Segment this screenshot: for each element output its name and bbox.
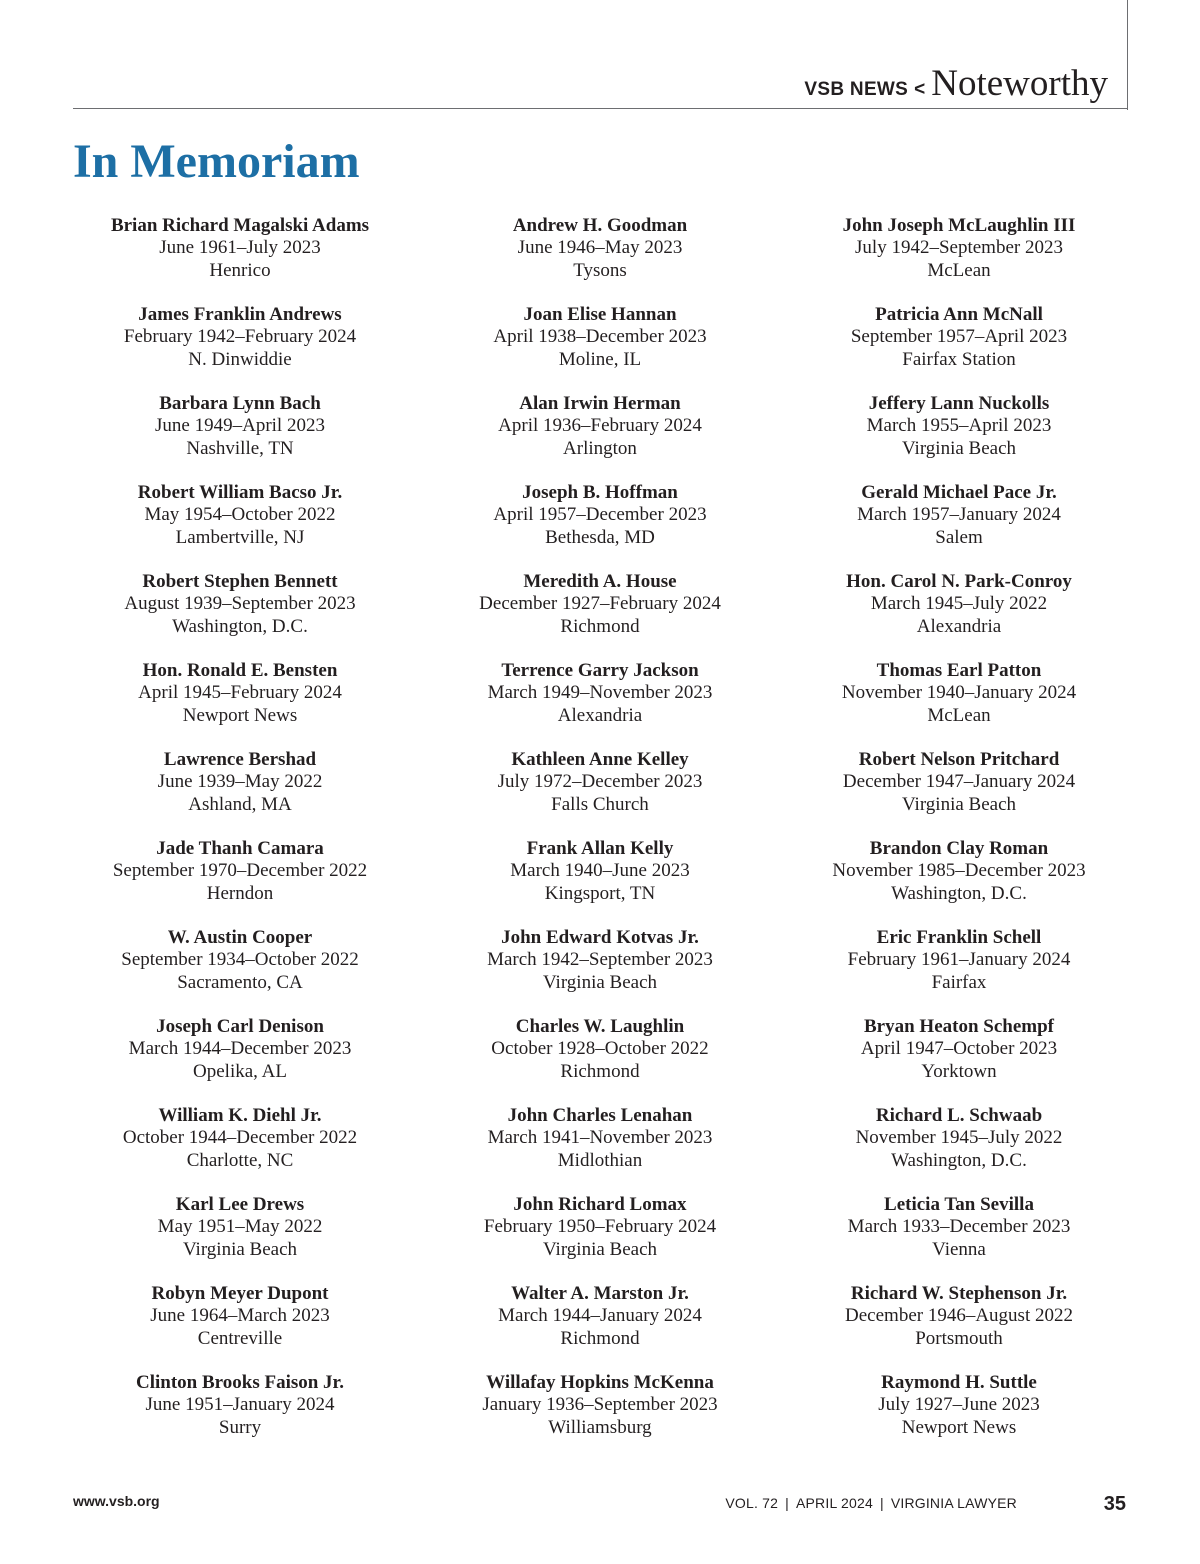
memorial-place: Vienna [932,1238,986,1260]
memorial-dates: February 1950–February 2024 [483,1216,717,1238]
memorial-entry [789,1105,1129,1194]
memorial-place: Lambertville, NJ [175,526,305,548]
memorial-dates: February 1961–January 2024 [847,949,1071,971]
memorial-dates: March 1955–April 2023 [866,415,1052,437]
memorial-name: Bryan Heaton Schempf [864,1016,1054,1037]
memorial-entry [430,482,770,571]
memorial-dates: March 1933–December 2023 [847,1216,1071,1238]
memorial-dates: March 1949–November 2023 [487,682,713,704]
memorial-dates: December 1947–January 2024 [842,771,1076,793]
memorial-place: Alexandria [916,615,1002,637]
memorial-name: Hon. Ronald E. Bensten [142,660,338,681]
memorial-name: Frank Allan Kelly [526,838,674,859]
memorial-entry [789,215,1129,304]
memorial-name: W. Austin Cooper [167,927,313,948]
memorial-entry [789,749,1129,838]
memorial-dates: March 1944–December 2023 [128,1038,352,1060]
footer-issue-info [725,1495,1017,1511]
memorial-place: Midlothian [557,1149,643,1171]
memorial-name: Lawrence Bershad [163,749,317,770]
memorial-name: John Joseph McLaughlin III [842,215,1076,236]
memorial-place: Tysons [573,259,627,281]
memorial-name: Willafay Hopkins McKenna [486,1372,714,1393]
memorial-entry [430,393,770,482]
memorial-name: Kathleen Anne Kelley [511,749,689,770]
memorial-entry [70,749,410,838]
memorial-dates: August 1939–September 2023 [124,593,356,615]
memorial-place: Bethesda, MD [545,526,655,548]
memorial-name: John Charles Lenahan [507,1105,693,1126]
memorial-entry [430,749,770,838]
memorial-place: Washington, D.C. [891,1149,1027,1171]
memorial-entry [430,1372,770,1461]
memorial-place: Virginia Beach [901,437,1017,459]
memorial-name: Robert Nelson Pritchard [858,749,1060,770]
memorial-place: Washington, D.C. [172,615,308,637]
page-number: 35 [1103,1493,1126,1515]
memorial-place: Newport News [901,1416,1017,1438]
memorial-place: Kingsport, TN [544,882,656,904]
memorial-place: Virginia Beach [182,1238,298,1260]
memorial-place: Nashville, TN [186,437,294,459]
footer-divider: | [879,1495,884,1511]
memorial-entry [430,1016,770,1105]
memorial-entry [789,838,1129,927]
running-header [804,62,1108,105]
memorial-dates: December 1927–February 2024 [479,593,721,615]
memorial-entry [430,1105,770,1194]
memorial-place: Falls Church [551,793,649,815]
memorial-name: William K. Diehl Jr. [158,1105,322,1126]
memorial-entry [430,215,770,304]
memorial-dates: January 1936–September 2023 [482,1394,718,1416]
memorial-entry [789,1283,1129,1372]
memorial-place: Charlotte, NC [186,1149,294,1171]
memorial-place: Centreville [197,1327,283,1349]
memorial-entry [430,571,770,660]
memorial-place: Fairfax [931,971,987,993]
memorial-dates: May 1951–May 2022 [157,1216,323,1238]
memorial-place: Virginia Beach [542,1238,658,1260]
memorial-place: Arlington [563,437,637,459]
memorial-name: Alan Irwin Herman [519,393,681,414]
memorial-name: Thomas Earl Patton [876,660,1042,681]
memorial-dates: March 1945–July 2022 [870,593,1048,615]
memorial-entry [789,393,1129,482]
memorial-dates: September 1934–October 2022 [121,949,359,971]
page-title: In Memoriam [73,135,360,188]
memorial-dates: July 1972–December 2023 [497,771,703,793]
memorial-dates: March 1942–September 2023 [487,949,713,971]
memorial-entry [789,1372,1129,1461]
memorial-name: Barbara Lynn Bach [159,393,321,414]
memorial-entry [70,1372,410,1461]
memorial-column-3 [789,215,1129,1461]
memorial-place: Henrico [209,259,271,281]
memorial-dates: June 1949–April 2023 [155,415,325,437]
memorial-dates: June 1946–May 2023 [517,237,683,259]
memorial-dates: September 1957–April 2023 [850,326,1068,348]
memorial-entry [789,1194,1129,1283]
memorial-dates: October 1928–October 2022 [491,1038,709,1060]
memorial-entry [430,304,770,393]
memorial-place: Moline, IL [558,348,642,370]
memorial-place: Alexandria [557,704,643,726]
memorial-place: Newport News [182,704,298,726]
header-horizontal-rule [73,108,1128,109]
memorial-dates: July 1927–June 2023 [878,1394,1040,1416]
memorial-dates: April 1938–December 2023 [493,326,707,348]
memorial-place: N. Dinwiddie [188,348,292,370]
memorial-place: Surry [218,1416,262,1438]
memorial-entry [430,1283,770,1372]
memorial-dates: February 1942–February 2024 [123,326,357,348]
memorial-place: Williamsburg [548,1416,652,1438]
memorial-name: Terrence Garry Jackson [501,660,699,681]
memorial-name: Richard W. Stephenson Jr. [850,1283,1068,1304]
footer-url: www.vsb.org [73,1493,160,1509]
memorial-name: Brandon Clay Roman [869,838,1049,859]
memorial-place: Richmond [560,1327,640,1349]
memorial-place: Virginia Beach [901,793,1017,815]
memorial-column-1 [70,215,410,1461]
memorial-name: Walter A. Marston Jr. [511,1283,689,1304]
memorial-entry [430,838,770,927]
header-separator: < [914,79,926,100]
memorial-dates: March 1940–June 2023 [510,860,690,882]
memorial-name: Clinton Brooks Faison Jr. [136,1372,344,1393]
memorial-entry [70,571,410,660]
memorial-dates: April 1936–February 2024 [498,415,702,437]
memorial-entry [789,482,1129,571]
memorial-name: Joseph Carl Denison [156,1016,324,1037]
memorial-dates: March 1944–January 2024 [498,1305,702,1327]
memorial-name: Raymond H. Suttle [881,1372,1037,1393]
memorial-place: Herndon [206,882,274,904]
memorial-name: Leticia Tan Sevilla [884,1194,1034,1215]
header-section: VSB NEWS [804,79,909,100]
memorial-entry [430,1194,770,1283]
memorial-dates: June 1961–July 2023 [159,237,321,259]
memorial-place: Virginia Beach [542,971,658,993]
memorial-entry [70,215,410,304]
memorial-dates: March 1941–November 2023 [487,1127,713,1149]
memorial-name: Karl Lee Drews [175,1194,305,1215]
memorial-dates: November 1985–December 2023 [832,860,1086,882]
memorial-dates: June 1951–January 2024 [145,1394,335,1416]
memorial-dates: May 1954–October 2022 [144,504,336,526]
memorial-name: Robert Stephen Bennett [142,571,338,592]
memorial-name: Charles W. Laughlin [515,1016,685,1037]
memorial-entry [789,660,1129,749]
memorial-name: Robert William Bacso Jr. [137,482,343,503]
memorial-name: Richard L. Schwaab [875,1105,1043,1126]
memorial-dates: March 1957–January 2024 [857,504,1061,526]
memorial-name: Jeffery Lann Nuckolls [868,393,1050,414]
memorial-entry [789,571,1129,660]
memorial-dates: October 1944–December 2022 [122,1127,358,1149]
memorial-dates: April 1947–October 2023 [860,1038,1058,1060]
header-title: Noteworthy [931,63,1108,104]
memorial-entry [70,1016,410,1105]
memorial-entry [70,838,410,927]
memorial-dates: November 1945–July 2022 [855,1127,1063,1149]
memorial-name: Joan Elise Hannan [523,304,677,325]
memorial-entry [70,927,410,1016]
memorial-dates: September 1970–December 2022 [112,860,368,882]
memorial-columns [0,215,1200,1455]
header-vertical-rule [1127,0,1128,110]
memorial-name: John Richard Lomax [513,1194,687,1215]
memorial-entry [430,660,770,749]
memorial-place: Washington, D.C. [891,882,1027,904]
memorial-place: Fairfax Station [902,348,1016,370]
memorial-name: Hon. Carol N. Park-Conroy [846,571,1072,592]
memorial-entry [70,660,410,749]
memorial-entry [70,1194,410,1283]
memorial-entry [70,1105,410,1194]
memorial-name: Patricia Ann McNall [875,304,1043,325]
memorial-name: Robyn Meyer Dupont [151,1283,329,1304]
memorial-place: Ashland, MA [188,793,292,815]
memorial-entry [789,304,1129,393]
memorial-name: John Edward Kotvas Jr. [501,927,699,948]
memorial-name: Jade Thanh Camara [156,838,324,859]
memorial-place: McLean [927,704,991,726]
memorial-place: Salem [935,526,983,548]
memorial-name: Andrew H. Goodman [512,215,688,236]
memorial-entry [70,393,410,482]
memorial-place: Richmond [560,615,640,637]
footer-volume: VOL. 72 [725,1495,779,1511]
memorial-dates: December 1946–August 2022 [845,1305,1073,1327]
memorial-entry [70,304,410,393]
memorial-place: Portsmouth [915,1327,1003,1349]
memorial-dates: November 1940–January 2024 [841,682,1077,704]
memorial-dates: April 1957–December 2023 [493,504,707,526]
memorial-place: Richmond [560,1060,640,1082]
memorial-name: Gerald Michael Pace Jr. [861,482,1057,503]
memorial-place: Sacramento, CA [177,971,303,993]
memorial-dates: June 1939–May 2022 [157,771,323,793]
memorial-column-2 [430,215,770,1461]
footer-date: APRIL 2024 [795,1495,873,1511]
memorial-entry [789,927,1129,1016]
memorial-entry [70,1283,410,1372]
footer-publication: VIRGINIA LAWYER [890,1495,1017,1511]
memorial-name: Eric Franklin Schell [876,927,1042,948]
memorial-name: James Franklin Andrews [138,304,342,325]
memorial-name: Meredith A. House [523,571,677,592]
footer-divider: | [785,1495,789,1511]
memorial-name: Brian Richard Magalski Adams [110,215,370,236]
memorial-entry [70,482,410,571]
memorial-place: Opelika, AL [193,1060,287,1082]
memorial-entry [789,1016,1129,1105]
memorial-dates: July 1942–September 2023 [855,237,1063,259]
memorial-place: Yorktown [921,1060,997,1082]
memorial-dates: April 1945–February 2024 [138,682,342,704]
memorial-place: McLean [927,259,991,281]
memorial-entry [430,927,770,1016]
memorial-name: Joseph B. Hoffman [522,482,678,503]
memorial-dates: June 1964–March 2023 [150,1305,330,1327]
